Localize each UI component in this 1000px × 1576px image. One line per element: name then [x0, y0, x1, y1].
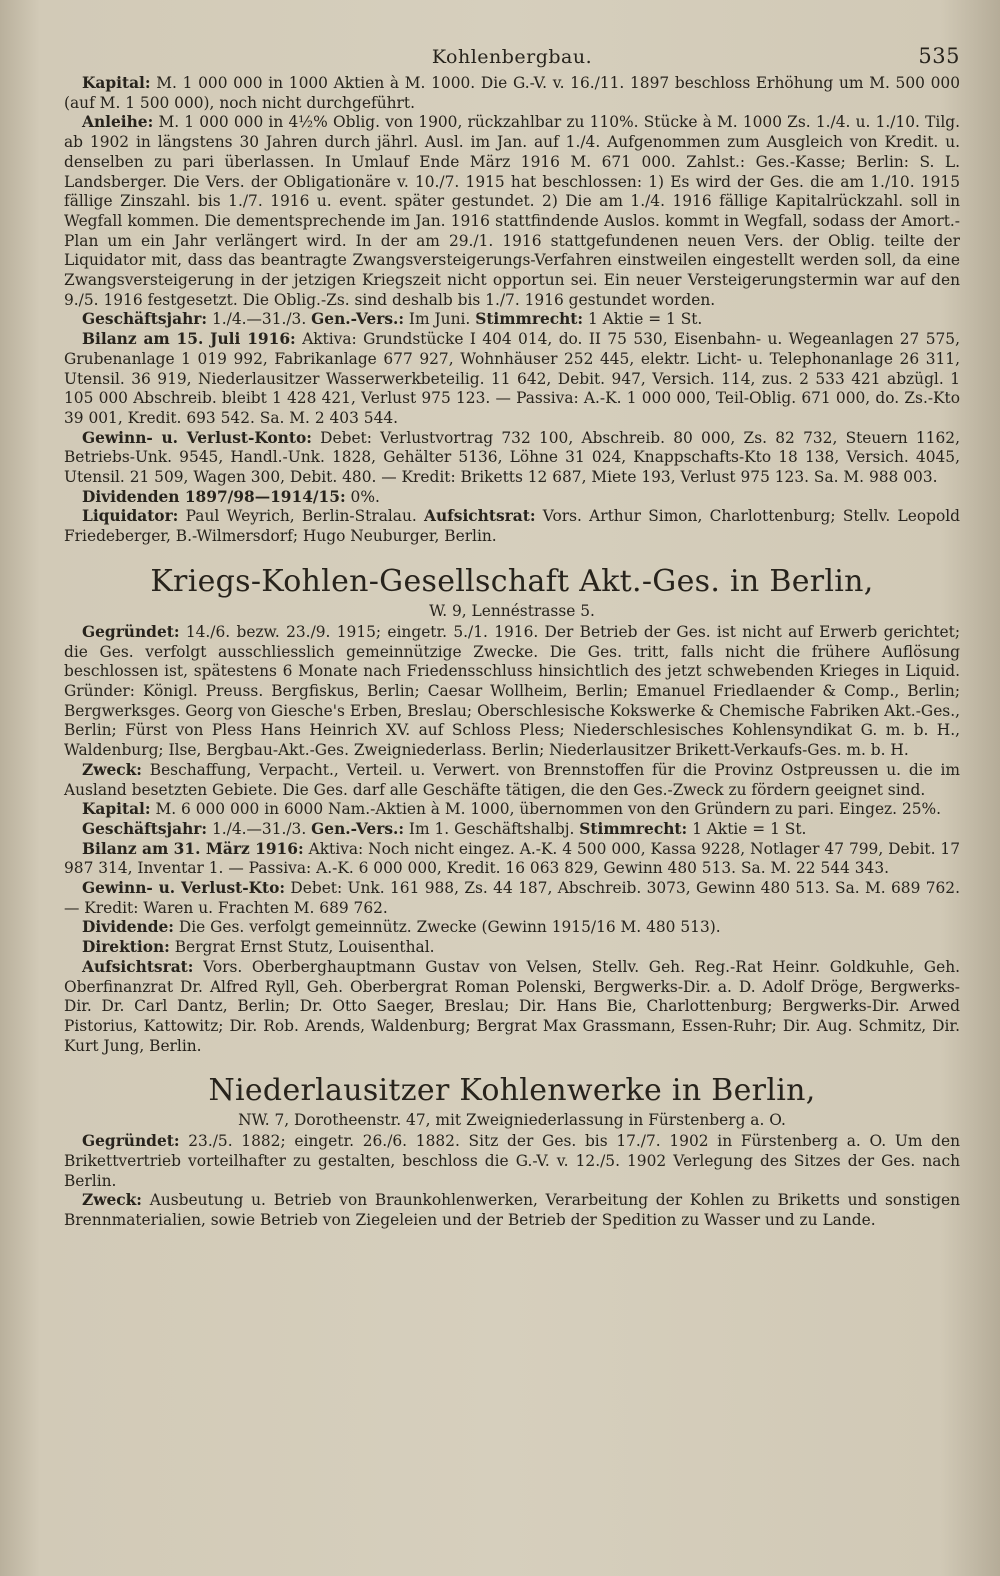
paragraph-gegruendet: Gegründet: 23./5. 1882; eingetr. 26./6. 1882. Sitz der Ges. bis 17./7. 1902 in Fürstenberg a. O. Um den Brikettvertrieb vorteilhafter zu gestalten, beschloss die G.-V. v. 12./5. 1902 Verlegung des Sitzes der Ges. nach Berlin.	[64, 1132, 960, 1190]
paragraph-liquidator: Liquidator: Paul Weyrich, Berlin-Stralau. Aufsichtsrat: Vors. Arthur Simon, Charlottenburg; Stellv. Leopold Friedeberger, B.-Wilmersdorf; Hugo Neuburger, Berlin.	[64, 507, 960, 546]
paragraph-bilanz: Bilanz am 15. Juli 1916: Aktiva: Grundstücke I 404 014, do. II 75 530, Eisenbahn- u. Wegeanlagen 27 575, Grubenanlage 1 019 992, Fabrikanlage 677 927, Wohnhäuser 252 445, elektr. Licht- u. Telephonanlage 26 311, Utensil. 36 919, Niederlausitzer Wasserwerkbeteilig. 11 642, Debit. 947, Versich. 114, zus. 2 533 421 abzügl. 1 105 000 Abschreib. bleibt 1 428 421, Verlust 975 123. — Passiva: A.-K. 1 000 000, Teil-Oblig. 671 000, do. Zs.-Kto 39 001, Kredit. 693 542. Sa. M. 2 403 544.	[64, 330, 960, 427]
page-header	[64, 40, 960, 74]
paragraph-geschaeftsjahr: Geschäftsjahr: 1./4.—31./3. Gen.-Vers.: Im Juni. Stimmrecht: 1 Aktie = 1 St.	[82, 310, 703, 329]
section-continued-entry	[64, 74, 960, 547]
section-kriegs-kohlen	[64, 623, 960, 1056]
paragraph-gegruendet: Gegründet: 14./6. bezw. 23./9. 1915; eingetr. 5./1. 1916. Der Betrieb der Ges. ist nicht auf Erwerb gerichtet; die Ges. verfolgt ausschliesslich gemeinnützige Zwecke. Die Ges. tritt, falls nicht die frühere Auflösung beschlossen ist, spätestens 6 Monate nach Friedensschluss hinsichtlich des jetzt schwebenden Krieges in Liquid. Gründer: Königl. Preuss. Bergfiskus, Berlin; Caesar Wollheim, Berlin; Emanuel Friedlaender & Comp., Berlin; Bergwerksges. Georg von Giesche's Erben, Breslau; Oberschlesische Kokswerke & Chemische Fabriken Akt.-Ges., Berlin; Fürst von Pless Hans Heinrich XV. auf Schloss Pless; Niederschlesisches Kohlensyndikat G. m. b. H., Waldenburg; Ilse, Bergbau-Akt.-Ges. Zweigniederlass. Berlin; Niederlausitzer Brikett-Verkaufs-Ges. m. b. H.	[64, 622, 960, 760]
page-number: 535	[918, 44, 960, 68]
paragraph-kapital: Kapital: M. 1 000 000 in 1000 Aktien à M. 1000. Die G.-V. v. 16./11. 1897 beschloss Erhöhung um M. 500 000 (auf M. 1 500 000), noch nicht durchgeführt.	[64, 74, 960, 112]
company-address: NW. 7, Dorotheenstr. 47, mit Zweigniederlassung in Fürstenberg a. O.	[238, 1111, 786, 1130]
paragraph-zweck: Zweck: Ausbeutung u. Betrieb von Braunkohlenwerken, Verarbeitung der Kohlen zu Briketts und sonstigen Brennmaterialien, sowie Betrieb von Ziegeleien und der Betrieb der Spedition zu Wasser und zu Lande.	[64, 1191, 960, 1230]
company-address: W. 9, Lennéstrasse 5.	[429, 601, 595, 620]
paragraph-geschaeftsjahr: Geschäftsjahr: 1./4.—31./3. Gen.-Vers.: Im 1. Geschäftshalbj. Stimmrecht: 1 Aktie = 1 St.	[82, 819, 807, 838]
paragraph-gewinn-verlust: Gewinn- u. Verlust-Konto: Debet: Verlustvortrag 732 100, Abschreib. 80 000, Zs. 82 732, Steuern 1162, Betriebs-Unk. 9545, Handl.-Unk. 1828, Gehälter 5136, Löhne 31 024, Knappschafts-Kto 18 138, Versich. 4045, Utensil. 21 509, Wagen 300, Debit. 480. — Kredit: Briketts 12 687, Miete 193, Verlust 975 123. Sa. M. 988 003.	[64, 428, 960, 487]
paragraph-dividende: Dividende: Die Ges. verfolgt gemeinnütz. Zwecke (Gewinn 1915/16 M. 480 513).	[82, 918, 721, 937]
section-niederlausitzer	[64, 1132, 960, 1231]
paragraph-gewinn-verlust: Gewinn- u. Verlust-Kto: Debet: Unk. 161 988, Zs. 44 187, Abschreib. 3073, Gewinn 480 513. Sa. M. 689 762. — Kredit: Waren u. Frachten M. 689 762.	[64, 879, 960, 917]
paragraph-dividenden: Dividenden 1897/98—1914/15: 0%.	[82, 487, 380, 506]
paragraph-direktion: Direktion: Bergrat Ernst Stutz, Louisenthal.	[82, 938, 435, 957]
company-title-niederlausitzer: Niederlausitzer Kohlenwerke in Berlin,	[208, 1073, 816, 1109]
company-title-kriegs-kohlen: Kriegs-Kohlen-Gesellschaft Akt.-Ges. in Berlin,	[150, 563, 874, 599]
paragraph-anleihe: Anleihe: M. 1 000 000 in 4½% Oblig. von 1900, rückzahlbar zu 110%. Stücke à M. 1000 Zs. 1./4. u. 1./10. Tilg. ab 1902 in längstens 30 Jahren durch jährl. Ausl. im Jan. auf 1./4. Aufgenommen zum Ausgleich von Kredit. u. denselben zu pari überlassen. In Umlauf Ende März 1916 M. 671 000. Zahlst.: Ges.-Kasse; Berlin: S. L. Landsberger. Die Vers. der Obligationäre v. 10./7. 1915 hat beschlossen: 1) Es wird der Ges. die am 1./10. 1915 fällige Zinszahl. bis 1./7. 1916 u. event. später gestundet. 2) Die am 1./4. 1916 fällige Kapitalrückzahl. soll in Wegfall kommen. Die dementsprechende im Jan. 1916 stattfindende Auslos. kommt in Wegfall, sodass der Amort.-Plan um ein Jahr verlängert wird. In der am 29./1. 1916 stattgefundenen neuen Vers. der Oblig. teilte der Liquidator mit, dass das beantragte Zwangsversteigerungs-Verfahren einstweilen eingestellt werden soll, da eine Zwangsversteigerung in der jetzigen Kriegszeit nicht opportun sei. Ein neuer Versteigerungstermin war auf den 9./5. 1916 festgesetzt. Die Oblig.-Zs. sind deshalb bis 1./7. 1916 gestundet worden.	[64, 113, 960, 309]
running-title: Kohlenbergbau.	[431, 46, 593, 68]
paragraph-bilanz: Bilanz am 31. März 1916: Aktiva: Noch nicht eingez. A.-K. 4 500 000, Kassa 9228, Notlager 47 799, Debit. 17 987 314, Inventar 1. — Passiva: A.-K. 6 000 000, Kredit. 16 063 829, Gewinn 480 513. Sa. M. 22 544 343.	[64, 839, 961, 878]
paragraph-kapital: Kapital: M. 6 000 000 in 6000 Nam.-Aktien à M. 1000, übernommen von den Gründern zu pari. Eingez. 25%.	[82, 800, 942, 819]
paragraph-aufsichtsrat: Aufsichtsrat: Vors. Oberberghauptmann Gustav von Velsen, Stellv. Geh. Reg.-Rat Heinr. Goldkuhle, Geh. Oberfinanzrat Dr. Alfred Ryll, Geh. Oberbergrat Roman Polenski, Bergwerks-Dir. a. D. Adolf Dröge, Bergwerks-Dir. Dr. Carl Dantz, Berlin; Dr. Otto Saeger, Breslau; Dir. Hans Bie, Charlottenburg; Bergwerks-Dir. Arwed Pistorius, Kattowitz; Dir. Rob. Arends, Waldenburg; Bergrat Max Grassmann, Essen-Ruhr; Dir. Aug. Schmitz, Dir. Kurt Jung, Berlin.	[64, 957, 960, 1055]
paragraph-zweck: Zweck: Beschaffung, Verpacht., Verteil. u. Verwert. von Brennstoffen für die Provinz Ostpreussen u. die im Ausland besetzten Gebiete. Die Ges. darf alle Geschäfte tätigen, die den Ges.-Zweck zu fördern geeignet sind.	[64, 760, 960, 799]
